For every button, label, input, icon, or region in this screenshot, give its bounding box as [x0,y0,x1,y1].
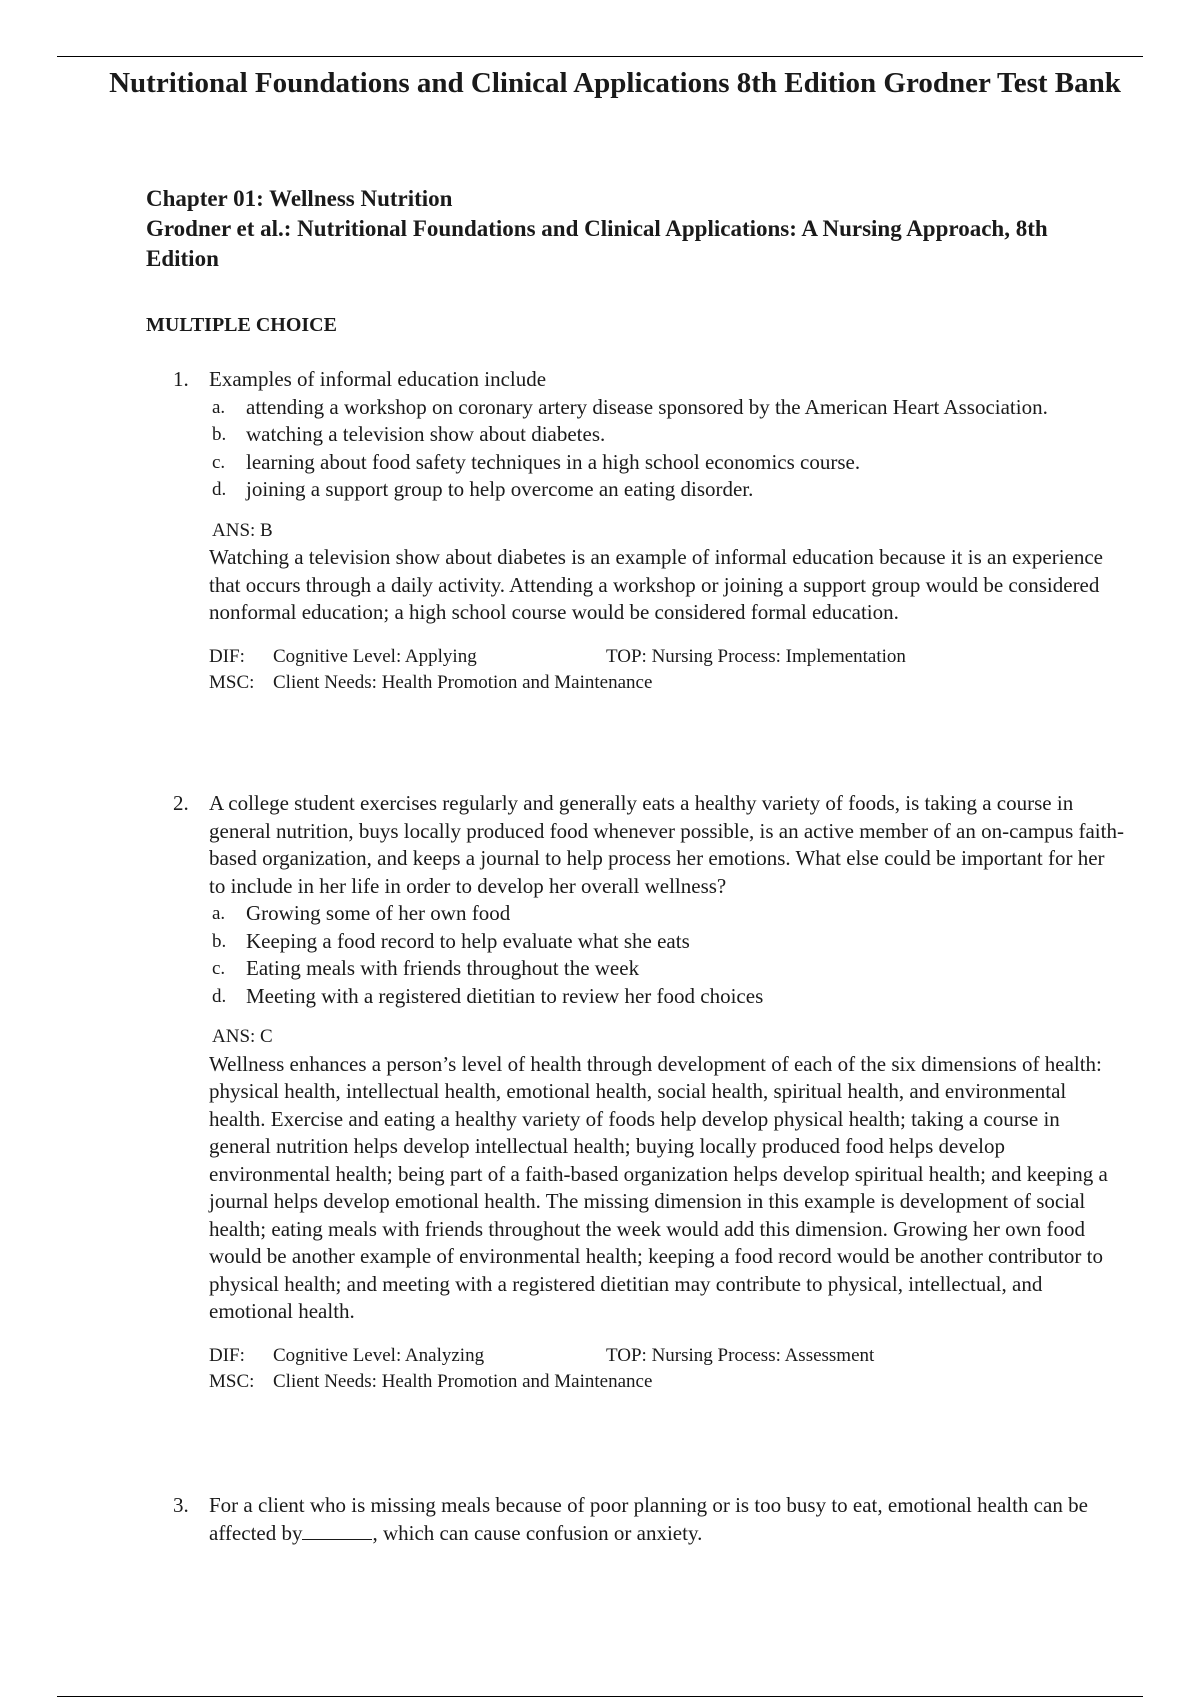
bottom-rule [57,1696,1143,1697]
question-text: A college student exercises regularly and generally eats a healthy variety of foods, is taking a course in general nutrition, buys locally produced food whenever possible, is an active member of an on-campus faith-based organization, and keeps a journal to help process her emotions. What else could be important for her to include in her life in order to develop her overall wellness? [209,791,1124,898]
dif-label: DIF: [209,645,245,667]
difficulty-level: Cognitive Level: Analyzing [273,1344,485,1366]
option-a [146,394,1126,422]
answer-options [146,394,1126,504]
section-heading: MULTIPLE CHOICE [146,314,337,336]
difficulty-level: Cognitive Level: Applying [273,645,477,667]
option-text: watching a television show about diabetes. [246,422,606,446]
rationale: Wellness enhances a person’s level of health through development of each of the six dimensions of health: physical health, intellectual health, emotional health, social health, spiritual health, and environmental health. Exercise and eating a healthy variety of foods help develop physical health; taking a course in general nutrition helps develop intellectual health; buying locally produced food helps develop environmental health; being part of a faith-based organization helps develop spiritual health; and keeping a journal helps develop emotional health. The missing dimension in this example is development of social health; eating meals with friends throughout the week would add this dimension. Growing her own food would be another example of environmental health; keeping a food record would be another contributor to physical health; and meeting with a registered dietitian may contribute to physical, intellectual, and emotional health. [209,1051,1108,1323]
topic: TOP: Nursing Process: Assessment [606,1344,875,1366]
fill-in-blank [302,1521,372,1540]
client-needs: Client Needs: Health Promotion and Maintenance [273,1370,653,1392]
question-metadata [146,644,1126,696]
document-title: Nutritional Foundations and Clinical Applications 8th Edition Grodner Test Bank [109,67,1121,99]
question-metadata [146,1343,1126,1395]
question-stem [146,1492,1126,1547]
option-text: learning about food safety techniques in a high school economics course. [246,449,861,474]
question-text: Examples of informal education include [209,367,547,391]
chapter-title: Chapter 01: Wellness Nutrition [146,186,453,211]
option-letter: b. [212,930,227,952]
question-2 [146,790,1126,1395]
option-c [146,955,1126,983]
option-d [146,476,1126,504]
option-b [146,928,1126,956]
top-rule [57,56,1143,57]
question-3 [146,1492,1126,1547]
chapter-heading [146,184,1106,274]
option-text: Meeting with a registered dietitian to review her food choices [246,983,764,1008]
question-number: 3. [173,1493,189,1517]
option-letter: c. [212,958,226,979]
msc-label: MSC: [209,1370,255,1392]
option-a [146,900,1126,928]
option-b [146,421,1126,449]
option-text: Eating meals with friends throughout the week [246,956,640,980]
option-letter: d. [212,479,227,500]
question-stem [146,790,1126,900]
question-stem [146,366,1126,394]
rationale: Watching a television show about diabetes is an example of informal education because it is an experience that occurs through a daily activity. Attending a workshop or joining a support group would be considered nonformal education; a high school course would be considered formal education. [209,545,1103,624]
client-needs: Client Needs: Health Promotion and Maintenance [273,671,653,693]
dif-label: DIF: [209,1344,245,1366]
answer-key: ANS: C [212,1026,273,1047]
option-letter: c. [212,451,226,473]
option-letter: b. [212,424,227,445]
option-text: Growing some of her own food [246,901,511,925]
option-letter: a. [212,903,226,924]
option-text: joining a support group to help overcome an eating disorder. [246,477,754,501]
question-text-before-blank: For a client who is missing meals because of poor planning or is too busy to eat, emotional health can be affected by [209,1493,1088,1545]
book-citation: Grodner et al.: Nutritional Foundations and Clinical Applications: A Nursing Approach, 8th Edition [146,216,1048,271]
question-text-after-blank: , which can cause confusion or anxiety. [372,1520,703,1545]
answer-options [146,900,1126,1010]
option-text: Keeping a food record to help evaluate what she eats [246,928,690,953]
topic: TOP: Nursing Process: Implementation [606,645,906,667]
option-text: attending a workshop on coronary artery disease sponsored by the American Heart Association. [246,394,1048,419]
option-c [146,449,1126,477]
question-number: 2. [173,791,189,815]
option-d [146,983,1126,1011]
answer-key: ANS: B [212,519,273,541]
question-1 [146,366,1126,696]
msc-label: MSC: [209,671,255,693]
question-number: 1. [173,367,189,391]
option-letter: d. [212,985,227,1007]
option-letter: a. [212,396,226,418]
